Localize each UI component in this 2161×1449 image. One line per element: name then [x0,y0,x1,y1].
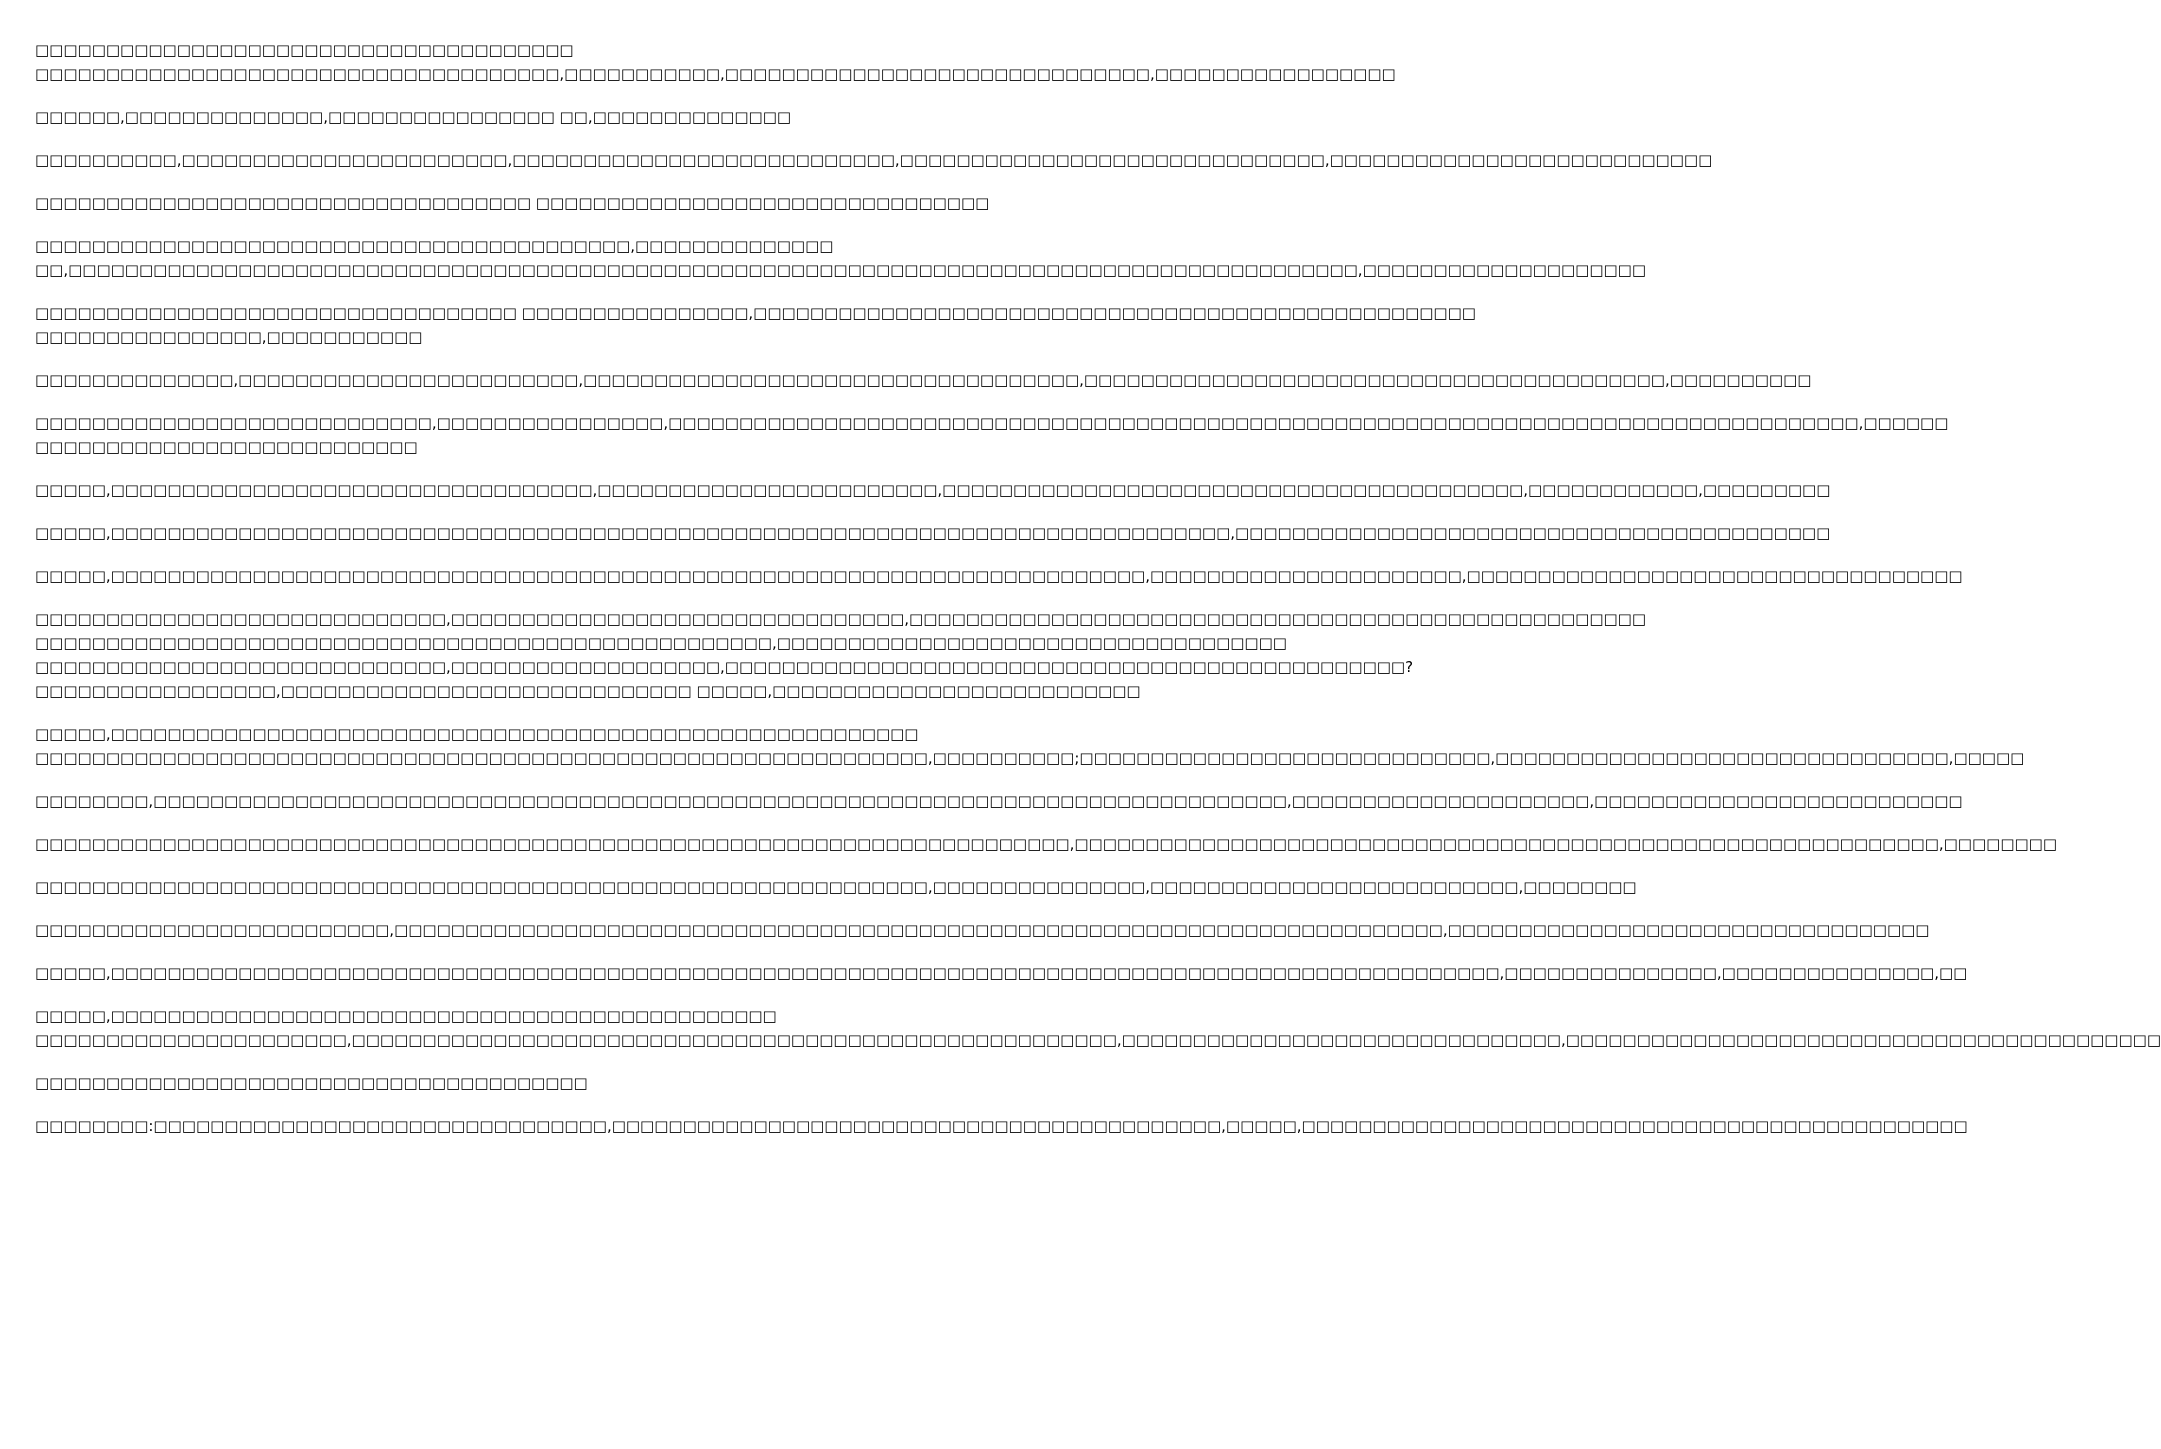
paragraph [35,478,1831,502]
text-line: □□□□□□□□:□□□□□□□□□□□□□□□□□□□□□□□□□□□□□□□□,□□□□□□□□□□□□□□□□□□□□□□□□□□□□□□□□□□□□□□□□□□□,□□□□□,□□□□□□□□□□□□□□□□□□□□□□□□□□□□□□□□□□□□□□□□□□□□□□□ [35,1117,1968,1135]
text-line: □□□□□□□□□□□□□□□□□□□□□□□□□□□□□□□□□□□□□□□ [35,1074,588,1092]
text-line: □□□□□,□□□□□□□□□□□□□□□□□□□□□□□□□□□□□□□□□□□□□□□□□□□□□□□□□□□□□□□□□ [35,725,919,743]
paragraph [35,1071,990,1095]
paragraph [35,875,1637,899]
text-line: □□□□□,□□□□□□□□□□□□□□□□□□□□□□□□□□□□□□□□□□□□□□□□□□□□□□□□□□□□□□□□□□□□□□□□□□□□□□□□□□□□□□□,□□□□□□□□□□□□□□□□□□□□□□□□□□□□□□□□□□□□□□□□□□ [35,524,1831,542]
text-line: □□□□□,□□□□□□□□□□□□□□□□□□□□□□□□□□□□□□□□□□,□□□□□□□□□□□□□□□□□□□□□□□□,□□□□□□□□□□□□□□□□□□□□□□□□□□□□□□□□□□□□□□□□□,□□□□□□□□□□□□,□□□□□□□□□ [35,481,1831,499]
text-line: □□□□□□□□□□□□□□□□□□□□□□□□□□□□□,□□□□□□□□□□□□□□□□□□□□□□□□□□□□□□□□,□□□□□□□□□□□□□□□□□□□□□□□□□□□□□□□□□□□□□□□□□□□□□□□□□□□□ [35,610,1647,628]
text-line: □□□□□□□□□□□□□□□□□□□□□□□□□□□□□□□□□□□□□□□□□□□□□□□□□□□□□□□□□□□□□□□,□□□□□□□□□□□□□□□,□□□□□□□□□□□□□□□□□□□□□□□□□□,□□□□□□□□ [35,878,1637,896]
text-line: □□□□□□□□□□□□□□□□□□□□□□,□□□□□□□□□□□□□□□□□□□□□□□□□□□□□□□□□□□□□□□□□□□□□□□□□□□□□□,□□□□□□□□□□□□□□□□□□□□□□□□□□□□□□□,□□□□□□□□□□□□□□□□□□□□□□□□□□□□□□□□□□□□□□□□□□ [35,1031,2161,1049]
text-line: □□□□□□□□□□□□□□□□□,□□□□□□□□□□□□□□□□□□□□□□□□□□□□□ □□□□□,□□□□□□□□□□□□□□□□□□□□□□□□□□ [35,682,1141,700]
text-line: □□□□□□□□□□□□□□□□□□□□□□□□□□□□□□□□□□□□□□ [35,41,574,59]
paragraph [35,722,2025,770]
text-line: □□□□□□□□□□□□□□□□□□□□□□□□□□□□□□□□□□□□□□□□□□□□□□□□□□□□□□□□□□□□□□□□□□□□□□□□□,□□□□□□□□□□□□□□□□□□□□□□□□□□□□□□□□□□□□□□□□□□□□□□□□□□□□□□□□□□□□□,□□□□□□□□ [35,835,2058,853]
text-line: □□□□□□□□□□□□□□□□□□□□□□□□□□□□□□□□□□□□□□□□□□,□□□□□□□□□□□□□□ [35,237,834,255]
paragraph [35,301,1476,349]
text-line: □□□□□,□□□□□□□□□□□□□□□□□□□□□□□□□□□□□□□□□□□□□□□□□□□□□□□□□□□□□□□□□□□□□□□□□□□□□□□□□,□□□□□□□□□□□□□□□□□□□□□□,□□□□□□□□□□□□□□□□□□□□□□□□□□□□□□□□□□□ [35,567,1963,585]
text-line: □□□□□□,□□□□□□□□□□□□□□,□□□□□□□□□□□□□□□□ □□,□□□□□□□□□□□□□□ [35,108,792,126]
paragraph [35,521,1831,545]
text-line: □□□□□□□□,□□□□□□□□□□□□□□□□□□□□□□□□□□□□□□□□□□□□□□□□□□□□□□□□□□□□□□□□□□□□□□□□□□□□□□□□□□□□□□□□,□□□□□□□□□□□□□□□□□□□□□,□□□□□□□□□□□□□□□□□□□□□□□□□□ [35,792,1963,810]
paragraph [35,789,1963,813]
document-body [35,38,2161,1157]
text-line: □□□□□□□□□□,□□□□□□□□□□□□□□□□□□□□□□□,□□□□□□□□□□□□□□□□□□□□□□□□□□□,□□□□□□□□□□□□□□□□□□□□□□□□□□□□□□,□□□□□□□□□□□□□□□□□□□□□□□□□□□ [35,151,1713,169]
text-line: □□□□□□□□□□□□□□□□□□□□□□□□□□□□□□□□□□ □□□□□□□□□□□□□□□□,□□□□□□□□□□□□□□□□□□□□□□□□□□□□□□□□□□□□□□□□□□□□□□□□□□□ [35,304,1476,322]
text-line: □□,□□□□□□□□□□□□□□□□□□□□□□□□□□□□□□□□□□□□□□□□□□□□□□□□□□□□□□□□□□□□□□□□□□□□□□□□□□□□□□□□□□□□□□□□□□□,□□□□□□□□□□□□□□□□□□□□ [35,261,1647,279]
text-line: □□□□□□□□□□□□□□□□□□□□□□□□□□□□□□□□□□□□□,□□□□□□□□□□□,□□□□□□□□□□□□□□□□□□□□□□□□□□□□□□,□□□□□□□□□□□□□□□□□ [35,65,1396,83]
text-line: □□□□□□□□□□□□□□□□□□□□□□□□□□□□□□□□□□□ □□□□□□□□□□□□□□□□□□□□□□□□□□□□□□□□ [35,194,990,212]
paragraph [35,368,1812,392]
paragraph [35,191,990,215]
paragraph [35,38,1396,86]
paragraph [35,832,2058,856]
paragraph [35,148,1713,172]
paragraph [35,234,1647,282]
text-line: □□□□□,□□□□□□□□□□□□□□□□□□□□□□□□□□□□□□□□□□□□□□□□□□□□□□□□□□□□□□□□□□□□□□□□□□□□□□□□□□□□□□□□□□□□□□□□□□□□□□□□□□,□□□□□□□□□□□□□□□,□□□□□□□□□□□□□□□,□□ [35,964,1968,982]
paragraph [35,918,1930,942]
text-line: □□□□□□□□□□□□□□□□□□□□□□□□□□□□□□□□□□□□□□□□□□□□□□□□□□□□□□□□□□□□□□□,□□□□□□□□□□;□□□□□□□□□□□□□□□□□□□□□□□□□□□□□,□□□□□□□□□□□□□□□□□□□□□□□□□□□□□□□□,□□□□□ [35,749,2025,767]
text-line: □□□□□,□□□□□□□□□□□□□□□□□□□□□□□□□□□□□□□□□□□□□□□□□□□□□□□ [35,1007,777,1025]
text-line: □□□□□□□□□□□□□□□□□□□□□□□□□□□□□,□□□□□□□□□□□□□□□□□□□,□□□□□□□□□□□□□□□□□□□□□□□□□□□□□□□□□□□□□□□□□□□□□□□□? [35,658,1414,676]
text-line: □□□□□□□□□□□□□□□□□□□□□□□□□□□ [35,438,418,456]
paragraph [35,564,1963,588]
paragraph [35,1004,2161,1052]
text-line: □□□□□□□□□□□□□□□□□□□□□□□□□□□□□□□□□□□□□□□□□□□□□□□□□□□□,□□□□□□□□□□□□□□□□□□□□□□□□□□□□□□□□□□□□ [35,634,1287,652]
paragraph [35,607,1647,703]
paragraph [35,961,1968,985]
text-line: □□□□□□□□□□□□□□,□□□□□□□□□□□□□□□□□□□□□□□□,□□□□□□□□□□□□□□□□□□□□□□□□□□□□□□□□□□□,□□□□□□□□□□□□□□□□□□□□□□□□□□□□□□□□□□□□□□□□□,□□□□□□□□□□ [35,371,1812,389]
paragraph [35,411,1949,459]
text-line: □□□□□□□□□□□□□□□□□□□□□□□□□,□□□□□□□□□□□□□□□□□□□□□□□□□□□□□□□□□□□□□□□□□□□□□□□□□□□□□□□□□□□□□□□□□□□□□□□□□□,□□□□□□□□□□□□□□□□□□□□□□□□□□□□□□□□□□ [35,921,1930,939]
text-line: □□□□□□□□□□□□□□□□□□□□□□□□□□□□,□□□□□□□□□□□□□□□□,□□□□□□□□□□□□□□□□□□□□□□□□□□□□□□□□□□□□□□□□□□□□□□□□□□□□□□□□□□□□□□□□□□□□□□□□□□□□□□□□□□□□,□□□□□□ [35,414,1949,432]
text-line: □□□□□□□□□□□□□□□□,□□□□□□□□□□□ [35,328,423,346]
paragraph [35,1114,1968,1138]
paragraph [35,105,990,129]
